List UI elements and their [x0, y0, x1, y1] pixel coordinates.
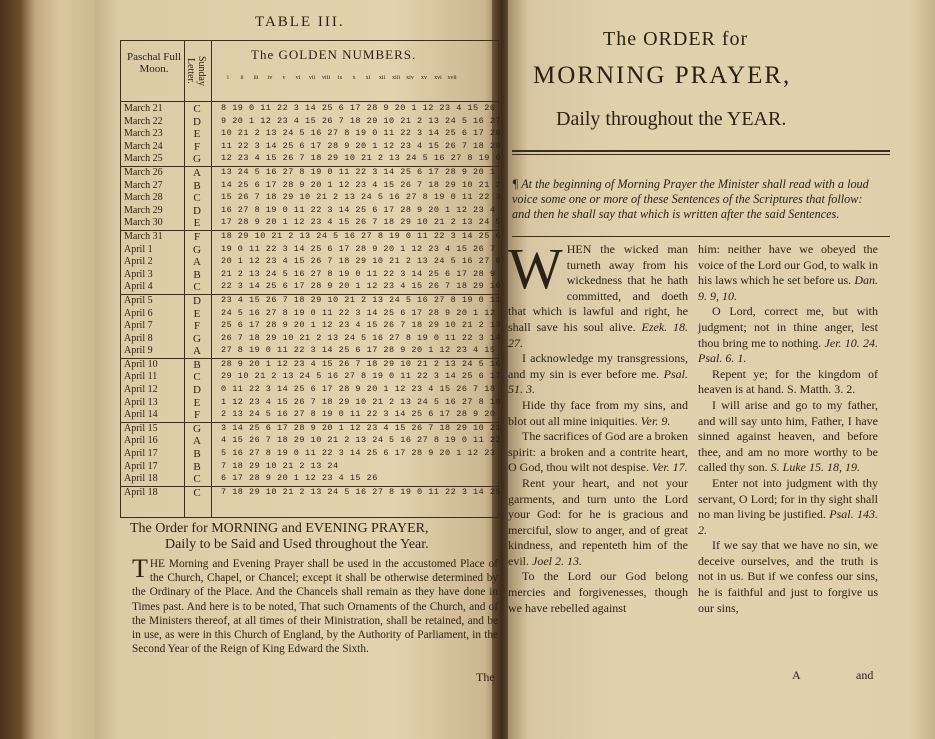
catchword: and: [856, 668, 874, 682]
sunday-letter: D: [193, 115, 201, 128]
paschal-date: April 1: [124, 243, 153, 255]
paschal-date: April 11: [124, 371, 158, 383]
sunday-letter: B: [193, 268, 201, 281]
paschal-date: March 22: [124, 115, 163, 127]
golden-number-cells: 8 19 0 11 22 3 14 25 6 17 28 9 20 1 12 23 4 15 26: [221, 103, 496, 113]
table-row: [121, 281, 502, 294]
sunday-letter: C: [193, 281, 201, 294]
sentence-text: Hide thy face from my sins, and blot out all mine iniquities.: [508, 397, 688, 428]
golden-number-cells: 13 24 5 16 27 8 19 0 11 22 3 14 25 6 17 28 9 20 1: [221, 166, 496, 177]
sentence-text: O Lord, correct me, but with judgment; not in thine anger, lest thou bring me to nothing.: [698, 304, 878, 350]
sunday-letter: A: [193, 345, 201, 358]
roman-numeral: ii: [240, 75, 244, 81]
roman-numeral: xiv: [406, 75, 414, 81]
roman-numeral: iii: [253, 75, 259, 81]
scripture-ref: Joel 2. 13.: [532, 553, 582, 568]
paschal-date: April 18: [124, 486, 158, 498]
ornaments-rubric: [132, 554, 498, 656]
roman-numeral: v: [282, 75, 286, 81]
table-body: [121, 103, 502, 499]
scripture-ref: Ezek. 18. 27.: [508, 319, 689, 350]
table-row: [121, 435, 502, 448]
heading-order-for: The ORDER for: [603, 28, 749, 50]
sentences-column-1: [508, 236, 689, 616]
scripture-ref: S. Matth. 3. 2.: [786, 382, 856, 397]
sunday-letter: D: [193, 204, 201, 217]
sunday-letter: B: [193, 448, 201, 461]
heading-daily: Daily throughout the YEAR.: [556, 108, 787, 130]
golden-number-cells: 17 28 9 20 1 12 23 4 15 26 7 18 29 10 21 2 13 24 5: [221, 217, 502, 228]
paschal-date: April 9: [124, 345, 153, 357]
header-paschal-full-moon: Paschal Full Moon.: [126, 51, 182, 75]
sunday-letter: C: [193, 486, 201, 499]
heading-rule-thin: [512, 154, 890, 155]
golden-number-cells: 10 21 2 13 24 5 16 27 8 19 0 11 22 3 14 25 6 17 28: [221, 128, 502, 139]
paschal-date: March 28: [124, 192, 163, 204]
table-row: [121, 256, 502, 269]
sunday-letter: G: [193, 153, 201, 166]
paschal-date: April 5: [124, 294, 153, 306]
roman-numeral: i: [227, 75, 229, 81]
order-subtitle: The Order for MORNING and EVENING PRAYER,: [130, 521, 429, 536]
golden-number-cells: 29 10 21 2 13 24 5 16 27 8 19 0 11 22 3 14 25 6 17: [221, 371, 502, 382]
paschal-date: April 18: [124, 473, 158, 485]
sunday-letter: B: [193, 179, 201, 192]
table-row: [121, 396, 502, 410]
roman-numeral: xi: [365, 75, 371, 81]
table-row: [121, 230, 502, 244]
golden-number-cells: 25 6 17 28 9 20 1 12 23 4 15 26 7 18 29 10 21 2 13: [221, 320, 502, 331]
paschal-date: April 17: [124, 448, 158, 460]
header-golden-numbers: The GOLDEN NUMBERS.: [251, 47, 417, 62]
golden-number-cells: 15 26 7 18 29 10 21 2 13 24 5 16 27 8 19 0 11 22 3: [221, 192, 502, 203]
roman-numeral: xvii: [447, 75, 457, 81]
sentence-text: Rent your heart, and not your garments, and turn unto the Lord your God: for he is gracious and merciful, slow to anger, and of great kindness, and repenteth him of the evil.: [508, 475, 688, 568]
roman-numeral: ix: [337, 75, 343, 81]
table-row: [121, 371, 502, 384]
table-row: [121, 332, 502, 346]
golden-number-cells: 22 3 14 25 6 17 28 9 20 1 12 23 4 15 26 7 18 29 10: [221, 281, 502, 292]
table-row: [121, 128, 502, 141]
paschal-date: April 16: [124, 435, 158, 447]
scripture-ref: Ver. 17.: [652, 460, 688, 475]
table-row: [121, 384, 498, 397]
sentence-text: The sacrifices of God are a broken spirit: a broken and a contrite heart, O God, thou wilt not despise.: [508, 429, 688, 475]
sunday-letter: E: [193, 217, 201, 230]
sunday-letter: C: [193, 473, 201, 486]
table-row: [121, 308, 498, 321]
paschal-date: March 24: [124, 140, 163, 152]
sunday-letter: G: [193, 332, 201, 345]
sentence-text: I acknowledge my transgressions, and my sin is ever before me.: [508, 351, 688, 381]
paschal-date: March 23: [124, 128, 163, 140]
rubric-rule: [512, 236, 890, 237]
sunday-letter: F: [193, 230, 201, 243]
table-row: [121, 422, 502, 436]
golden-number-cells: 0 11 22 3 14 25 6 17 28 9 20 1 12 23 4 15 26 7 18: [221, 384, 496, 395]
sunday-letter: E: [193, 128, 201, 141]
roman-numeral: x: [352, 75, 356, 81]
table-row: [121, 244, 498, 257]
scripture-ref: Psal. 51. 3.: [508, 366, 688, 397]
header-sunday-letter: Sunday Letter.: [185, 56, 207, 86]
sunday-letter: E: [193, 307, 201, 320]
paschal-date: April 6: [124, 307, 153, 319]
golden-number-cells: 23 4 15 26 7 18 29 10 21 2 13 24 5 16 27 8 19 0 11: [221, 294, 502, 305]
golden-number-cells: 4 15 26 7 18 29 10 21 2 13 24 5 16 27 8 19 0 11 22: [221, 435, 502, 446]
paschal-date: April 13: [124, 396, 158, 408]
golden-number-cells: 5 16 27 8 19 0 11 22 3 14 25 6 17 28 9 20 1 12 23: [221, 448, 496, 459]
catchword: The: [476, 670, 495, 684]
scripture-ref: Psal. 143. 2.: [698, 507, 878, 537]
golden-number-cells: 12 23 4 15 26 7 18 29 10 21 2 13 24 5 16 27 8 19 0: [221, 153, 502, 164]
paschal-date: April 7: [124, 320, 153, 332]
drop-capital: T: [132, 554, 148, 583]
paschal-date: March 25: [124, 153, 163, 165]
opening-rubric: ¶ At the beginning of Morning Prayer the Minister shall read with a loud voice some one or more of these Sentences of the Scriptures that follow: and then he shall say that which is written after the said Sentences.: [512, 177, 869, 221]
roman-numeral: xv: [421, 75, 427, 81]
sunday-letter: G: [193, 243, 201, 256]
sentence-text: Repent ye; for the kingdom of heaven is at hand.: [698, 366, 878, 397]
paschal-date: April 8: [124, 332, 153, 344]
paschal-date: April 2: [124, 256, 153, 268]
table-row: [121, 461, 498, 474]
sentences-column-2: [698, 242, 878, 616]
paschal-date: April 10: [124, 358, 158, 370]
sentence-text: If we say that we have no sin, we deceive ourselves, and the truth is not in us. But if we confess our sins, he is faithful and just to forgive us our sins,: [698, 538, 878, 615]
sunday-letter: D: [193, 384, 201, 397]
golden-number-cells: 18 29 10 21 2 13 24 5 16 27 8 19 0 11 22 3 14 25 6: [221, 230, 502, 241]
paschal-date: March 26: [124, 166, 163, 178]
sentence-text: him: neither have we obeyed the voice of the Lord our God, to walk in his laws which he set before us.: [698, 242, 878, 288]
scripture-ref: Ver. 9.: [640, 413, 671, 428]
roman-numeral: vii: [308, 75, 316, 81]
table-row: [121, 486, 502, 500]
paschal-date: March 31: [124, 230, 163, 242]
paschal-date: March 21: [124, 103, 163, 114]
golden-number-cells: 20 1 12 23 4 15 26 7 18 29 10 21 2 13 24 5 16 27 8: [221, 256, 502, 267]
roman-numeral: viii: [321, 75, 330, 81]
paschal-date: March 27: [124, 179, 163, 191]
roman-numeral: iv: [267, 75, 273, 81]
roman-numeral: xvi: [434, 75, 442, 81]
golden-number-cells: 19 0 11 22 3 14 25 6 17 28 9 20 1 12 23 4 15 26 7: [221, 243, 496, 254]
scripture-ref: Dan. 9. 9, 10.: [698, 273, 879, 303]
drop-capital-w: W: [508, 236, 563, 301]
golden-number-cells: 24 5 16 27 8 19 0 11 22 3 14 25 6 17 28 9 20 1 12: [221, 307, 496, 318]
sunday-letter: C: [193, 192, 201, 205]
table-header: [121, 41, 498, 102]
golden-number-cells: 7 18 29 10 21 2 13 24 5 16 27 8 19 0 11 22 3 14 25: [221, 486, 502, 497]
golden-numbers-table: [120, 40, 502, 518]
sentence-text: Enter not into judgment with thy servant, O Lord; for in thy sight shall no man living be justified.: [698, 475, 878, 522]
order-subtitle-line2: Daily to be Said and Used throughout the Year.: [165, 537, 429, 552]
table-row: [121, 115, 502, 129]
golden-number-cells: 11 22 3 14 25 6 17 28 9 20 1 12 23 4 15 26 7 18 29: [221, 140, 502, 151]
paschal-date: April 17: [124, 460, 158, 472]
golden-number-cells: 6 17 28 9 20 1 12 23 4 15 26: [221, 473, 378, 484]
sunday-letter: C: [193, 371, 201, 384]
golden-number-cells: 16 27 8 19 0 11 22 3 14 25 6 17 28 9 20 1 12 23 4: [221, 204, 496, 215]
paschal-date: March 30: [124, 217, 163, 229]
table-row: [121, 269, 498, 282]
golden-number-cells: 28 9 20 1 12 23 4 15 26 7 18 29 10 21 2 13 24 5 16: [221, 358, 502, 369]
table-row: [121, 167, 498, 180]
table-row: [121, 448, 498, 461]
sunday-letter: A: [193, 166, 201, 179]
sunday-letter: G: [193, 422, 201, 435]
table-row: [121, 179, 502, 193]
table-row: [121, 473, 498, 486]
table-row: [121, 345, 498, 358]
sunday-letter: F: [193, 320, 201, 333]
paschal-date: April 3: [124, 268, 153, 280]
table-row: [121, 205, 498, 218]
golden-number-cells: 26 7 18 29 10 21 2 13 24 5 16 27 8 19 0 11 22 3 14: [221, 332, 502, 343]
sunday-letter: B: [193, 460, 201, 473]
sentence-text: To the Lord our God belong mercies and forgivenesses, though we have rebelled against: [508, 569, 688, 615]
golden-number-cells: 9 20 1 12 23 4 15 26 7 18 29 10 21 2 13 24 5 16 27: [221, 115, 502, 126]
sunday-letter: E: [193, 396, 201, 409]
paschal-date: April 12: [124, 384, 158, 396]
signature-mark: A: [792, 668, 801, 682]
golden-number-cells: 27 8 19 0 11 22 3 14 25 6 17 28 9 20 1 12 23 4 15: [221, 345, 496, 356]
table-row: [121, 294, 502, 308]
table-row: [121, 192, 502, 205]
table-row: [121, 217, 502, 230]
table-row: [121, 140, 502, 154]
sunday-letter: F: [193, 140, 201, 153]
sentence-text: HEN the wicked man turneth away from his wickedness that he hath committed, and doeth that which is lawful and right, he shall save his soul alive.: [508, 242, 688, 334]
sunday-letter: A: [193, 435, 201, 448]
paschal-date: April 15: [124, 422, 158, 434]
table-row: [121, 320, 502, 333]
table-row: [121, 103, 498, 116]
heading-morning-prayer: MORNING PRAYER,: [533, 62, 792, 89]
roman-numeral: xiii: [391, 75, 400, 81]
golden-number-cells: 7 18 29 10 21 2 13 24: [221, 460, 339, 471]
golden-number-cells: 3 14 25 6 17 28 9 20 1 12 23 4 15 26 7 18 29 10 21: [221, 422, 502, 433]
golden-number-cells: 21 2 13 24 5 16 27 8 19 0 11 22 3 14 25 6 17 28 9: [221, 268, 496, 279]
paschal-date: April 4: [124, 281, 153, 293]
sunday-letter: C: [193, 103, 201, 115]
golden-number-cells: 2 13 24 5 16 27 8 19 0 11 22 3 14 25 6 17 28 9 20: [221, 409, 496, 420]
sunday-letter: B: [193, 358, 201, 371]
sentence-text: I will arise and go to my father, and will say unto him, Father, I have sinned against heaven, and before thee, and am no more worthy to be called thy son.: [698, 397, 878, 475]
roman-numeral: xii: [378, 75, 386, 81]
scripture-ref: S. Luke 15. 18, 19.: [770, 460, 860, 475]
table-title: TABLE III.: [255, 14, 345, 30]
sunday-letter: A: [193, 256, 201, 269]
roman-numeral-header: [221, 75, 459, 89]
scripture-ref: Jer. 10. 24. Psal. 6. 1.: [698, 335, 879, 366]
golden-number-cells: 1 12 23 4 15 26 7 18 29 10 21 2 13 24 5 16 27 8 19: [221, 396, 502, 407]
sunday-letter: D: [193, 294, 201, 307]
heading-rule: [512, 150, 890, 152]
paschal-date: April 14: [124, 409, 158, 421]
table-row: [121, 358, 502, 372]
rubric-text: HE Morning and Evening Prayer shall be used in the accustomed Place of the Church, Chapel, or Chancel; except it shall be otherwise determined by the Ordinary of the Place. And the Chancels shall remain as they have done in Times past. And here is to be noted, That such Ornaments of the Church, and of the Ministers thereof, at all times of their Ministration, shall be retained, and be in use, as were in this Church of England, by the Authority of Parliament, in the Second Year of the Reign of King Edward the Sixth.: [132, 558, 498, 656]
table-row: [121, 409, 498, 422]
page-edges: [0, 0, 110, 739]
table-row: [121, 153, 502, 166]
roman-numeral: vi: [295, 75, 301, 81]
golden-number-cells: 14 25 6 17 28 9 20 1 12 23 4 15 26 7 18 29 10 21 2: [221, 179, 502, 190]
paschal-date: March 29: [124, 204, 163, 216]
sunday-letter: F: [193, 409, 201, 422]
